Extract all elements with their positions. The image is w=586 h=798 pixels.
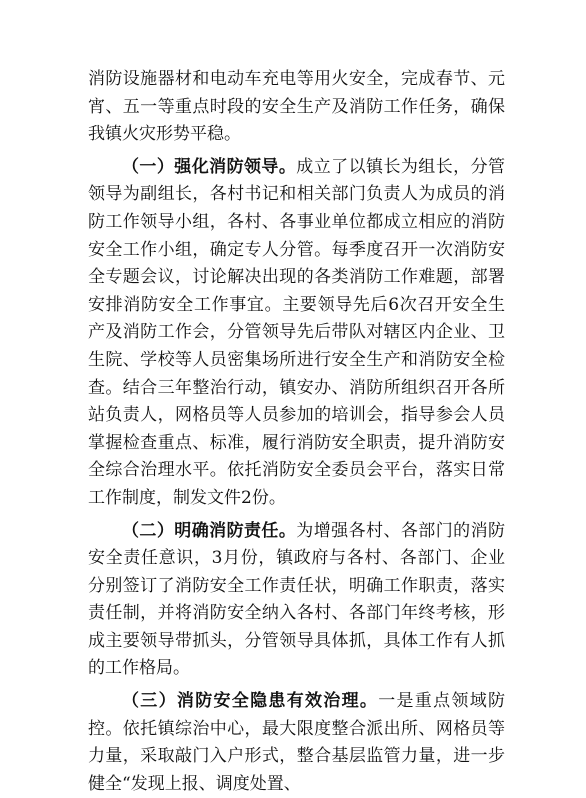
paragraph-text: 消防设施器材和电动车充电等用火安全，完成春节、元宵、五一等重点时段的安全生产及消防工作任务，确保我镇火灾形势平稳。 — [88, 69, 505, 145]
section-heading: （三）消防安全隐患有效治理。 — [122, 691, 379, 712]
paragraph-fire-responsibility — [88, 518, 505, 684]
document-page — [88, 66, 505, 798]
paragraph-text: 一是重点领域防控。依托镇综治中心，最大限度整合派出所、网格员等力量，采取敲门入户形式，整合基层监管力量，进一步健全“发现上报、调度处置、 — [88, 691, 506, 794]
section-heading: （二）明确消防责任。 — [122, 520, 297, 541]
section-heading: （一）强化消防领导。 — [122, 156, 297, 177]
paragraph-text: 为增强各村、各部门的消防安全责任意识，3月份，镇政府与各村、各部门、企业分别签订了消防安全工作责任状，明确工作职责，落实责任制，并将消防安全纳入各村、各部门年终考核，形成主要领导带抓头，分管领导具体抓，具体工作有人抓的工作格局。 — [88, 520, 506, 679]
paragraph-fire-leadership — [88, 154, 505, 513]
paragraph-text: 成立了以镇长为组长，分管领导为副组长，各村书记和相关部门负责人为成员的消防工作领导小组，各村、各事业单位都成立相应的消防安全工作小组，确定专人分管。每季度召开一次消防安全专题会议，讨论解决出现的各类消防工作难题，部署安排消防安全工作事宜。主要领导先后6次召开安全生产及消防工作会，分管领导先后带队对辖区内企业、卫生院、学校等人员密集场所进行安全生产和消防安全检查。结合三年整治行动，镇安办、消防所组织召开各所站负责人，网格员等人员参加的培训会，指导参会人员掌握检查重点、标准，履行消防安全职责，提升消防安全综合治理水平。依托消防安全委员会平台，落实日常工作制度，制发文件2份。 — [88, 156, 506, 508]
paragraph-hazard-governance — [88, 688, 505, 798]
paragraph-continuation — [88, 66, 505, 149]
